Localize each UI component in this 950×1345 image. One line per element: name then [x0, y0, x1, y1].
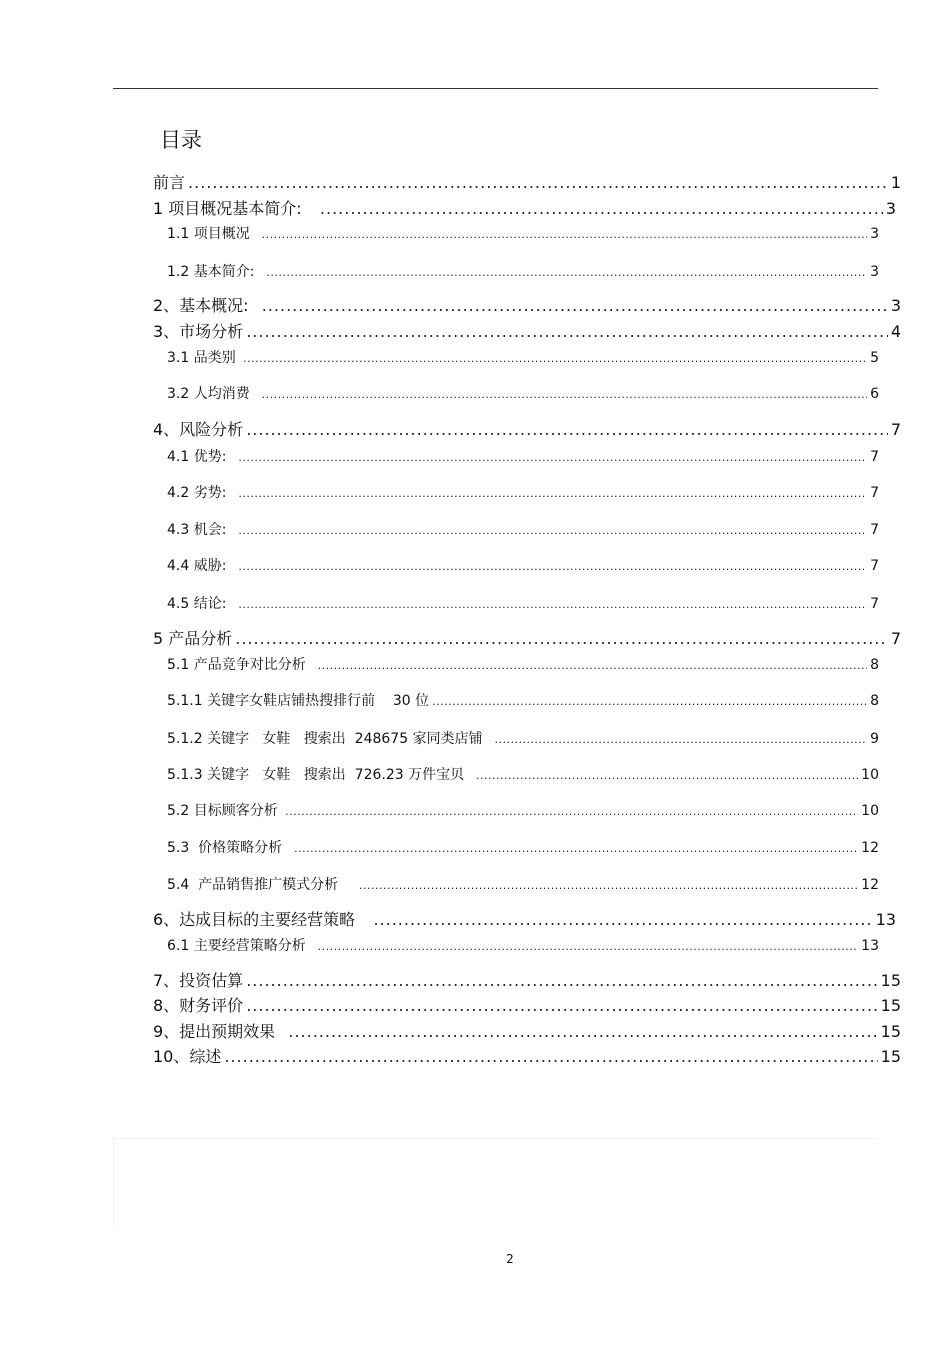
toc-entry[interactable] — [153, 1019, 901, 1041]
toc-entry-label: 4.3 机会: — [167, 522, 236, 538]
toc-leader — [238, 560, 867, 573]
toc-entry-label: 前言 — [153, 173, 186, 192]
toc-entry[interactable] — [153, 968, 901, 990]
page-number: 2 — [506, 1252, 514, 1266]
toc-entry[interactable] — [167, 728, 879, 748]
toc-entry-label: 1.1 项目概况 — [167, 226, 259, 242]
toc-leader — [238, 487, 867, 500]
toc-entry[interactable] — [153, 170, 901, 192]
toc-leader — [224, 1047, 877, 1066]
toc-leader — [262, 296, 888, 315]
toc-entry-label: 4、风险分析 — [153, 420, 244, 439]
toc-entry-label: 2、基本概况: — [153, 296, 259, 315]
toc-entry[interactable] — [153, 196, 896, 218]
toc-entry-page: 3 — [885, 199, 896, 218]
toc-entry-page: 7 — [870, 485, 879, 501]
toc-entry-page: 7 — [870, 596, 879, 612]
toc-leader — [246, 322, 888, 341]
toc-leader — [288, 1022, 877, 1041]
toc-leader — [359, 879, 858, 892]
toc-entry[interactable] — [153, 319, 901, 341]
toc-entry[interactable] — [167, 446, 879, 466]
toc-entry-label: 1.2 基本简介: — [167, 264, 264, 280]
toc-entry-label: 1 项目概况基本简介: — [153, 199, 317, 218]
toc-leader — [318, 659, 867, 672]
toc-leader — [318, 940, 859, 953]
toc-entry-label: 5.3 价格策略分析 — [167, 840, 292, 856]
toc-leader — [246, 971, 877, 990]
toc-entry[interactable] — [167, 837, 879, 857]
toc-entry[interactable] — [167, 482, 879, 502]
toc-entry-label: 9、提出预期效果 — [153, 1022, 286, 1041]
toc-leader — [476, 769, 858, 782]
toc-entry[interactable] — [167, 261, 879, 281]
toc-entry[interactable] — [167, 935, 879, 955]
toc-entry[interactable] — [167, 347, 879, 367]
toc-entry-page: 5 — [870, 350, 879, 366]
toc-entry-label: 5.1 产品竞争对比分析 — [167, 657, 315, 673]
toc-entry-page: 10 — [861, 803, 879, 819]
toc-entry[interactable] — [153, 417, 901, 439]
toc-entry[interactable] — [167, 800, 879, 820]
toc-entry-page: 15 — [880, 1047, 901, 1066]
toc-entry-page: 8 — [870, 693, 879, 709]
toc-leader — [285, 805, 858, 818]
toc-entry-page: 8 — [870, 657, 879, 673]
toc-entry-page: 3 — [870, 226, 879, 242]
toc-entry-page: 13 — [861, 938, 879, 954]
toc-entry-label: 4.1 优势: — [167, 449, 236, 465]
toc-leader — [262, 388, 867, 401]
toc-entry-label: 5.4 产品销售推广模式分析 — [167, 877, 356, 893]
toc-entry-label: 6、达成目标的主要经营策略 — [153, 910, 371, 929]
toc-leader — [432, 695, 867, 708]
toc-entry-page: 7 — [870, 558, 879, 574]
toc-entry-label: 3.1 品类别 — [167, 350, 241, 366]
toc-leader — [294, 842, 858, 855]
toc-entry[interactable] — [153, 626, 901, 648]
toc-entry[interactable] — [167, 223, 879, 243]
toc-entry-label: 5 产品分析 — [153, 629, 233, 648]
toc-entry-page: 4 — [890, 322, 901, 341]
toc-entry-page: 7 — [890, 420, 901, 439]
toc-leader — [246, 420, 888, 439]
toc-leader — [320, 199, 883, 218]
toc-entry[interactable] — [167, 654, 879, 674]
toc-entry-page: 7 — [870, 522, 879, 538]
toc-entry-page: 12 — [861, 877, 879, 893]
toc-leader — [373, 910, 872, 929]
toc-leader — [494, 733, 867, 746]
toc-leader — [262, 228, 867, 241]
toc-entry-page: 12 — [861, 840, 879, 856]
toc-entry[interactable] — [167, 555, 879, 575]
toc-entry[interactable] — [167, 593, 879, 613]
toc-entry[interactable] — [167, 874, 879, 894]
toc-entry-label: 8、财务评价 — [153, 996, 244, 1015]
toc-entry-page: 3 — [870, 264, 879, 280]
toc-entry-page: 7 — [870, 449, 879, 465]
toc-entry[interactable] — [167, 690, 879, 710]
toc-entry-label: 5.2 目标顾客分析 — [167, 803, 283, 819]
toc-entry-page: 6 — [870, 386, 879, 402]
toc-entry-label: 6.1 主要经营策略分析 — [167, 938, 315, 954]
toc-leader — [188, 173, 888, 192]
toc-entry[interactable] — [167, 519, 879, 539]
toc-entry[interactable] — [153, 293, 901, 315]
toc-entry-page: 9 — [870, 731, 879, 747]
toc-entry-page: 15 — [880, 1022, 901, 1041]
toc-leader — [238, 451, 867, 464]
toc-entry-page: 10 — [861, 767, 879, 783]
toc-entry[interactable] — [153, 907, 896, 929]
toc-entry-label: 5.1.3 关键字 女鞋 搜索出 726.23 万件宝贝 — [167, 767, 474, 783]
toc-entry-label: 4.2 劣势: — [167, 485, 236, 501]
toc-leader — [266, 266, 867, 279]
toc-entry-page: 15 — [880, 971, 901, 990]
toc-leader — [235, 629, 888, 648]
footer-frame — [113, 1138, 879, 1227]
toc-entry-label: 10、综述 — [153, 1047, 222, 1066]
toc-entry[interactable] — [167, 764, 879, 784]
toc-entry-label: 5.1.1 关键字女鞋店铺热搜排行前 30 位 — [167, 693, 430, 709]
toc-entry[interactable] — [167, 383, 879, 403]
toc-entry-page: 3 — [890, 296, 901, 315]
toc-entry[interactable] — [153, 1044, 901, 1066]
toc-title: 目录 — [160, 128, 202, 152]
toc-entry-label: 4.4 威胁: — [167, 558, 236, 574]
toc-entry-label: 3、市场分析 — [153, 322, 244, 341]
toc-leader — [246, 996, 877, 1015]
toc-leader — [243, 352, 867, 365]
toc-leader — [238, 598, 867, 611]
toc-entry-page: 13 — [875, 910, 896, 929]
toc-entry-label: 7、投资估算 — [153, 971, 244, 990]
toc-entry-page: 7 — [890, 629, 901, 648]
toc-entry-label: 5.1.2 关键字 女鞋 搜索出 248675 家同类店铺 — [167, 731, 492, 747]
toc-entry-page: 1 — [890, 173, 901, 192]
toc-entry-label: 4.5 结论: — [167, 596, 236, 612]
toc-entry-page: 15 — [880, 996, 901, 1015]
toc-entry-label: 3.2 人均消费 — [167, 386, 259, 402]
toc-entry[interactable] — [153, 993, 901, 1015]
toc-leader — [238, 524, 867, 537]
